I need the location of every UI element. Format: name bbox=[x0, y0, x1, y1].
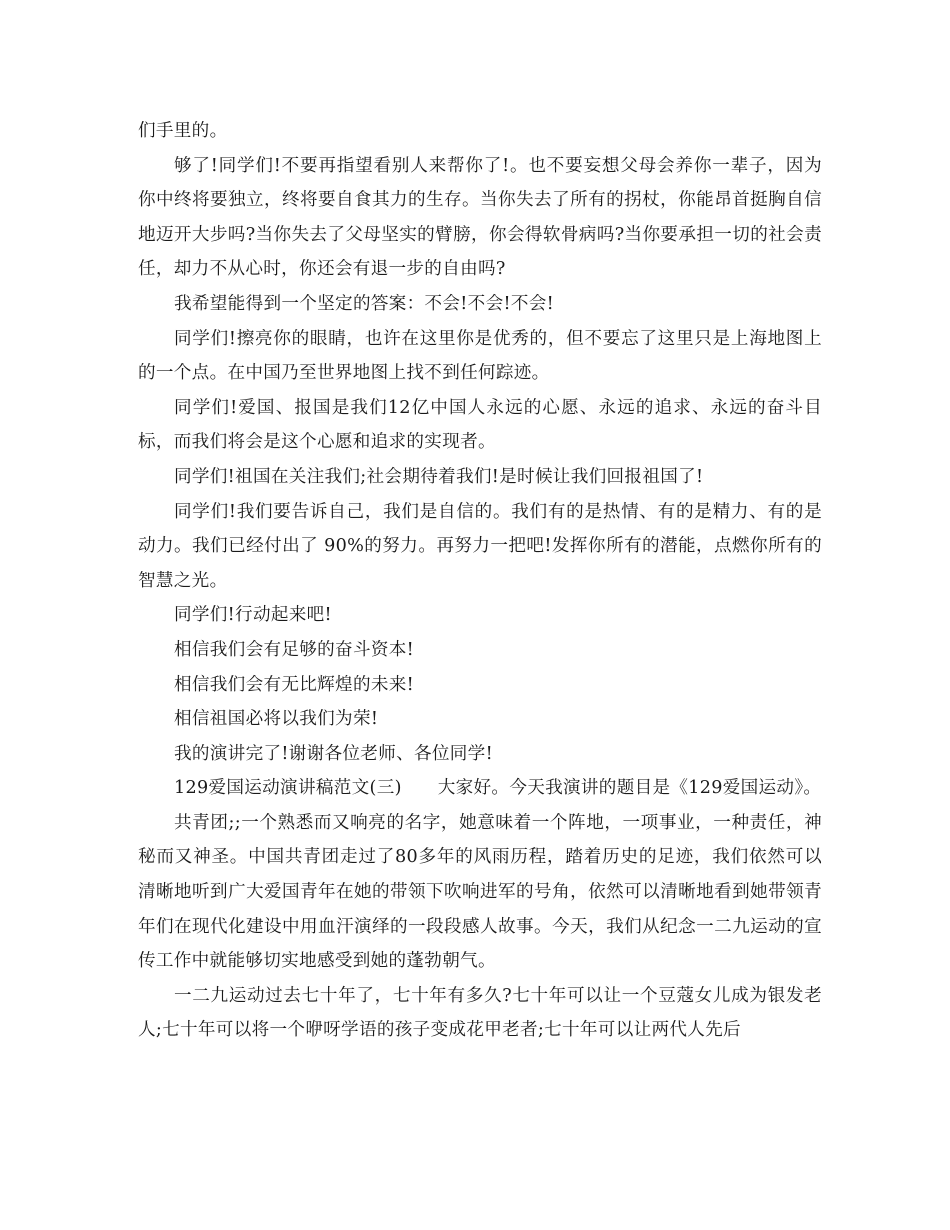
document-body bbox=[138, 114, 822, 1048]
paragraph: 我的演讲完了!谢谢各位老师、各位同学! bbox=[174, 743, 493, 764]
paragraph-continuation: 们手里的。 bbox=[138, 121, 228, 141]
paragraph: 同学们!我们要告诉自己，我们是自信的。我们有的是热情、有的是精力、有的是动力。我们已经付出了 90%的努力。再努力一把吧!发挥你所有的潜能，点燃你所有的智慧之光。 bbox=[138, 501, 822, 591]
paragraph: 一二九运动过去七十年了，七十年有多久?七十年可以让一个豆蔻女儿成为银发老人;七十年可以将一个咿呀学语的孩子变成花甲老者;七十年可以让两代人先后 bbox=[138, 985, 822, 1041]
section-heading-paragraph bbox=[138, 771, 822, 806]
paragraph: 同学们!行动起来吧! bbox=[174, 605, 332, 626]
paragraph: 相信祖国必将以我们为荣! bbox=[174, 709, 379, 730]
section-heading: 129爱国运动演讲稿范文(三) bbox=[174, 778, 402, 799]
paragraph: 同学们!祖国在关注我们;社会期待着我们!是时候让我们回报祖国了! bbox=[174, 466, 704, 487]
paragraph: 共青团;;一个熟悉而又响亮的名字，她意味着一个阵地，一项事业，一种责任，神秘而又神圣。中国共青团走过了80多年的风雨历程，踏着历史的足迹，我们依然可以清晰地听到广大爱国青年在她的带领下吹响进军的号角，依然可以清晰地看到她带领青年们在现代化建设中用血汗演绎的一段段感人故事。今天，我们从纪念一二九运动的宣传工作中就能够切实地感受到她的蓬勃朝气。 bbox=[138, 812, 822, 972]
paragraph: 相信我们会有无比辉煌的未来! bbox=[174, 674, 414, 695]
section-intro: 大家好。今天我演讲的题目是《129爱国运动》。 bbox=[437, 778, 822, 799]
paragraph: 同学们!擦亮你的眼睛，也许在这里你是优秀的，但不要忘了这里只是上海地图上的一个点。在中国乃至世界地图上找不到任何踪迹。 bbox=[138, 328, 822, 384]
paragraph: 我希望能得到一个坚定的答案：不会!不会!不会! bbox=[174, 293, 554, 314]
paragraph: 够了!同学们!不要再指望看别人来帮你了!。也不要妄想父母会养你一辈子，因为你中终将要独立，终将要自食其力的生存。当你失去了所有的拐杖，你能昂首挺胸自信地迈开大步吗?当你失去了父母坚实的臂膀，你会得软骨病吗?当你要承担一切的社会责任，却力不从心时，你还会有退一步的自由吗? bbox=[138, 155, 822, 280]
paragraph: 相信我们会有足够的奋斗资本! bbox=[174, 639, 414, 660]
paragraph: 同学们!爱国、报国是我们12亿中国人永远的心愿、永远的追求、永远的奋斗目标，而我们将会是这个心愿和追求的实现者。 bbox=[138, 397, 822, 453]
